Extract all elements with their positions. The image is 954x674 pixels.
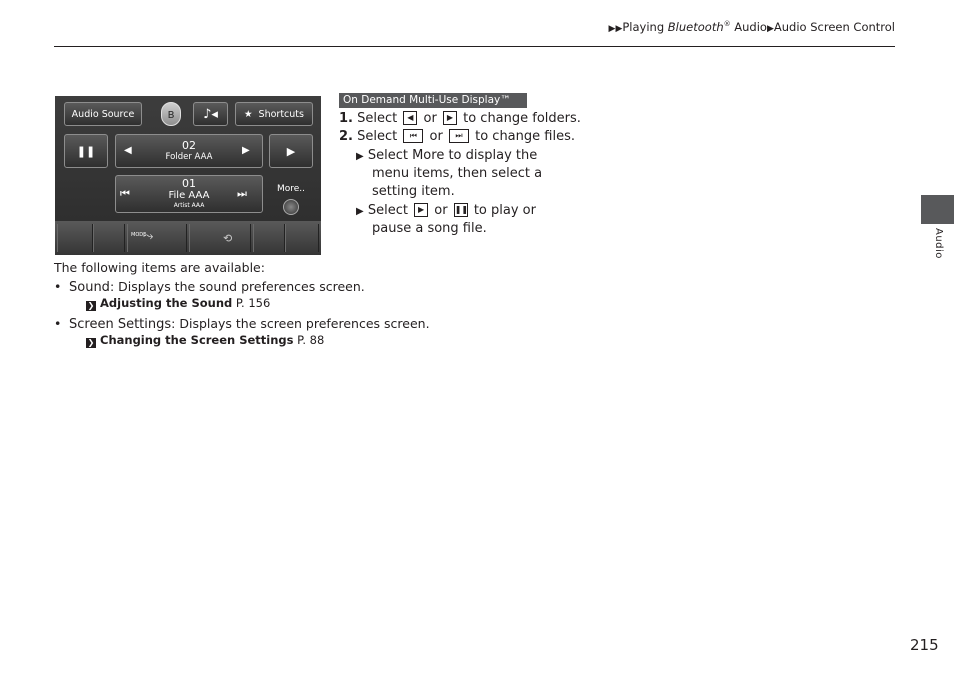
sub-step-play-line-2: pause a song file. (372, 221, 487, 236)
play-icon: ▶ (418, 205, 425, 214)
breadcrumb-playing: Playing (622, 20, 668, 34)
sub-step-play-or: or (434, 203, 448, 218)
audio-source-button (64, 102, 142, 126)
climate-cell-1 (57, 224, 93, 252)
skip-forward-icon: ⏭ (237, 187, 247, 200)
music-note-icon: ♪◂ (203, 106, 218, 122)
music-button (193, 102, 228, 126)
breadcrumb-bluetooth: Bluetooth (667, 20, 724, 34)
folder-prev-icon: ◀ (124, 145, 132, 156)
ref-screen-settings (86, 333, 324, 348)
chapter-tab (921, 195, 954, 224)
skip-forward-icon: ⏭ (455, 131, 463, 140)
climate-mode-cell (127, 224, 187, 252)
sub-step-more-line-2: menu items, then select a (372, 166, 543, 181)
sub-step-more-text: to display the (444, 148, 538, 163)
folder-name: Folder AAA (165, 151, 213, 162)
items-intro: The following items are available: (54, 260, 265, 275)
display-screenshot (55, 96, 321, 255)
climate-cell-6 (285, 224, 319, 252)
skip-back-icon: ⏮ (120, 187, 130, 200)
bluetooth-icon: ʙ (167, 107, 175, 121)
step-1-or: or (423, 111, 437, 126)
item-screen-settings-term: Screen Settings (69, 317, 172, 332)
step-2-text: to change files. (475, 129, 575, 144)
sub-step-more-select: Select (367, 148, 413, 163)
item-sound-desc: : Displays the sound preferences screen. (109, 279, 365, 294)
skip-back-key (403, 129, 423, 143)
bluetooth-button (161, 102, 181, 126)
folder-prev-key (403, 111, 417, 125)
step-2-number: 2. (339, 129, 353, 144)
ref-adjusting-sound-page: P. 156 (232, 296, 271, 310)
folder-next-key (443, 111, 457, 125)
step-1 (339, 110, 581, 128)
recirculation-icon: ⟲ (223, 232, 233, 245)
step-2-or: or (429, 129, 443, 144)
ref-screen-settings-title: Changing the Screen Settings (100, 333, 294, 347)
climate-recirc-cell (189, 224, 251, 252)
shortcuts-button (235, 102, 313, 126)
item-sound (54, 278, 365, 296)
breadcrumb (609, 20, 895, 34)
skip-forward-key (449, 129, 469, 143)
play-icon: ▶ (286, 144, 296, 158)
cross-reference-icon: ❯ (87, 301, 95, 310)
more-term: More (412, 148, 445, 163)
artist-name: Artist AAA (173, 202, 205, 209)
arrow-icon: ▶ (766, 24, 774, 34)
section-label: On Demand Multi-Use Display™ (339, 93, 527, 108)
audio-source-label: Audio Source (71, 108, 135, 120)
skip-back-icon: ⏮ (409, 131, 417, 140)
sub-step-more-line-3: setting item. (372, 184, 455, 199)
item-screen-settings (54, 315, 430, 333)
ref-adjusting-sound-title: Adjusting the Sound (100, 296, 233, 310)
sub-step-more (356, 147, 537, 166)
step-1-number: 1. (339, 111, 353, 126)
bullet-icon: • (54, 279, 62, 294)
shortcuts-label: Shortcuts (258, 108, 304, 120)
seat-airflow-icon: ⤳ (143, 229, 154, 244)
left-triangle-icon: ◀ (407, 113, 414, 122)
pause-key (454, 203, 468, 217)
item-screen-settings-desc: : Displays the screen preferences screen. (171, 316, 430, 331)
breadcrumb-current: Audio Screen Control (773, 20, 895, 34)
step-2-select: Select (357, 129, 398, 144)
star-icon: ★ (244, 108, 253, 120)
folder-panel (115, 134, 263, 168)
file-name: File AAA (168, 190, 210, 201)
pointer-triangle-icon: ▶ (356, 151, 364, 162)
step-1-text: to change folders. (463, 111, 581, 126)
climate-mode-label: MODE (131, 232, 147, 238)
double-arrow-icon: ▶▶ (608, 24, 623, 34)
ref-screen-settings-page: P. 88 (293, 333, 325, 347)
sub-step-play (356, 202, 536, 221)
sub-step-play-select: Select (367, 203, 408, 218)
item-sound-term: Sound (69, 280, 110, 295)
header-rule (54, 46, 895, 47)
play-key (414, 203, 428, 217)
sub-step-play-text: to play or (473, 203, 536, 218)
play-button (269, 134, 313, 168)
registered-mark: ® (723, 20, 731, 29)
pointer-triangle-icon: ▶ (356, 206, 364, 217)
pause-button (64, 134, 108, 168)
right-triangle-icon: ▶ (446, 113, 454, 122)
breadcrumb-audio: Audio (730, 20, 767, 34)
cross-reference-icon: ❯ (87, 338, 95, 347)
folder-next-icon: ▶ (242, 145, 250, 156)
bullet-icon: • (54, 316, 62, 331)
pause-icon: ❚❚ (454, 205, 469, 214)
pause-icon: ❚❚ (76, 144, 96, 158)
chapter-tab-label: Audio (933, 228, 944, 259)
climate-cell-2 (93, 224, 125, 252)
climate-cell-5 (253, 224, 285, 252)
ref-adjusting-sound (86, 296, 270, 311)
more-knob-icon (283, 199, 299, 215)
folder-number: 02 (182, 138, 196, 152)
step-2 (339, 128, 575, 146)
step-1-select: Select (357, 111, 398, 126)
more-label: More.. (277, 184, 306, 194)
page-number: 215 (910, 636, 939, 654)
file-number: 01 (182, 177, 196, 190)
